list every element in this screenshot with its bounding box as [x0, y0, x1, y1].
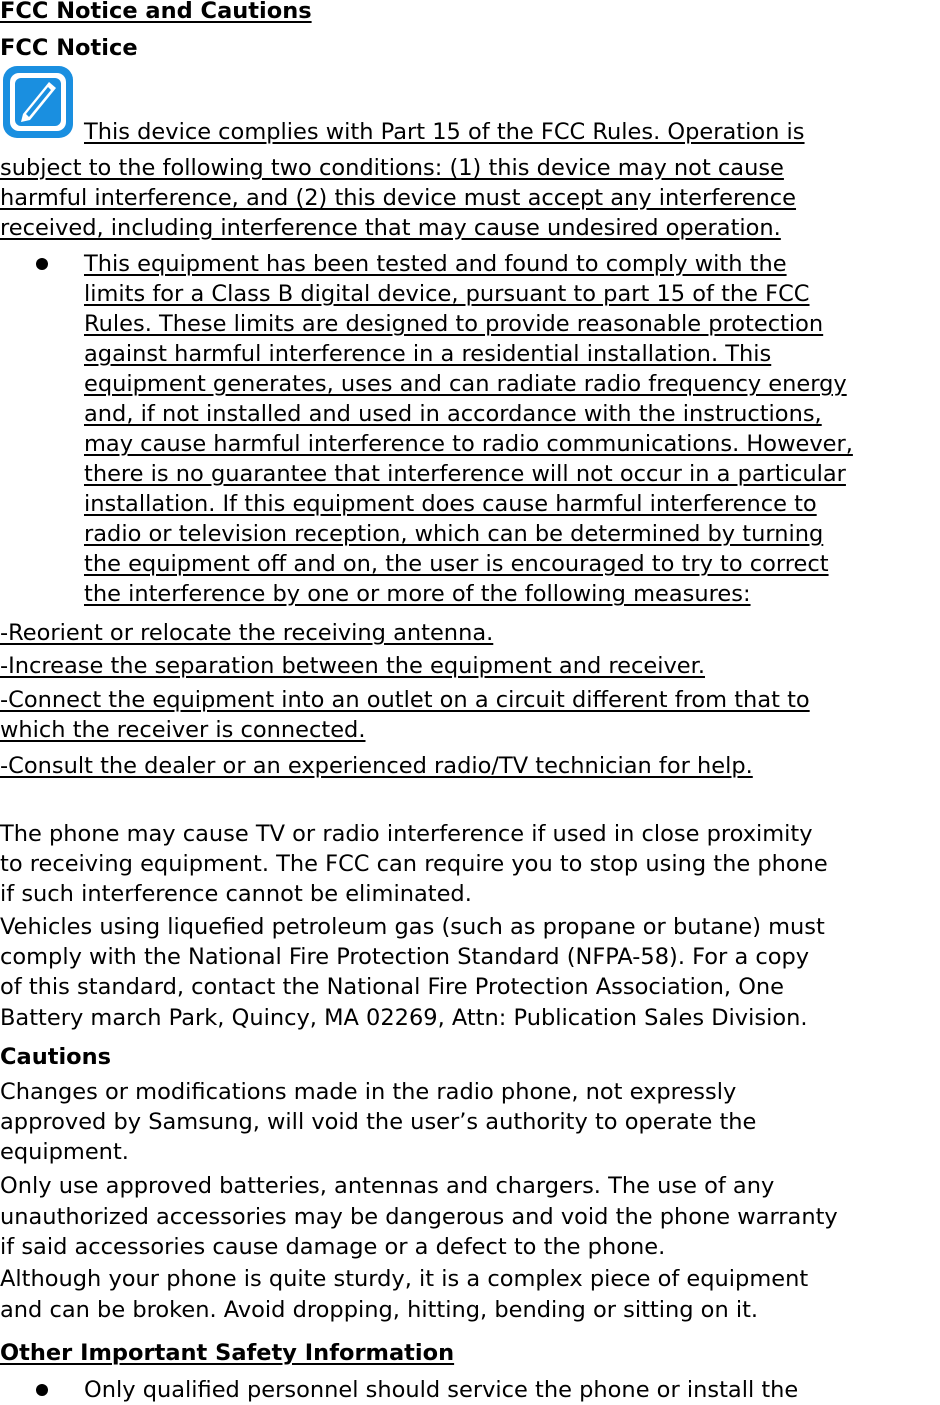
- vehicles-line-4: Battery march Park, Quincy, MA 02269, Attn: Publication Sales Division.: [0, 1005, 808, 1031]
- bullet-line-9: installation. If this equipment does cause harmful interference to: [84, 491, 817, 517]
- cautions-title: Cautions: [0, 1044, 112, 1070]
- sturdy-line-1: Although your phone is quite sturdy, it is a complex piece of equipment: [0, 1266, 809, 1292]
- measure-3-cont: which the receiver is connected.: [0, 717, 366, 743]
- bullet-dot: [36, 1384, 48, 1396]
- bullet-line-1: This equipment has been tested and found to comply with the: [84, 251, 787, 277]
- page-heading: FCC Notice and Cautions: [0, 0, 312, 24]
- vehicles-line-3: of this standard, contact the National Fire Protection Association, One: [0, 974, 785, 1000]
- note-pencil-icon: [1, 64, 75, 140]
- bullet-line-10: radio or television reception, which can be determined by turning: [84, 521, 824, 547]
- other-safety-title: Other Important Safety Information: [0, 1340, 455, 1366]
- intro-line-2: subject to the following two conditions: (1) this device may not cause: [0, 155, 784, 181]
- measure-1: -Reorient or relocate the receiving antenna.: [0, 620, 494, 646]
- intro-line-1: This device complies with Part 15 of the FCC Rules. Operation is: [84, 119, 805, 145]
- batteries-line-3: if said accessories cause damage or a defect to the phone.: [0, 1234, 666, 1260]
- vehicles-line-1: Vehicles using liquefied petroleum gas (such as propane or butane) must: [0, 914, 825, 940]
- fcc-notice-title: FCC Notice: [0, 35, 138, 61]
- interference-line-3: if such interference cannot be eliminated.: [0, 881, 472, 907]
- bullet-line-6: and, if not installed and used in accordance with the instructions,: [84, 401, 822, 427]
- intro-line-4: received, including interference that may cause undesired operation.: [0, 215, 781, 241]
- bullet-line-11: the equipment off and on, the user is encouraged to try to correct: [84, 551, 829, 577]
- measure-3: -Connect the equipment into an outlet on a circuit different from that to: [0, 687, 810, 713]
- bullet-line-3: Rules. These limits are designed to provide reasonable protection: [84, 311, 824, 337]
- bullet-dot: [36, 258, 48, 270]
- bullet-line-12: the interference by one or more of the following measures:: [84, 581, 751, 607]
- bullet-line-4: against harmful interference in a residential installation. This: [84, 341, 772, 367]
- changes-line-3: equipment.: [0, 1139, 129, 1165]
- batteries-line-1: Only use approved batteries, antennas and chargers. The use of any: [0, 1173, 775, 1199]
- bullet-line-8: there is no guarantee that interference will not occur in a particular: [84, 461, 846, 487]
- vehicles-line-2: comply with the National Fire Protection Standard (NFPA-58). For a copy: [0, 944, 810, 970]
- bullet-line-5: equipment generates, uses and can radiate radio frequency energy: [84, 371, 847, 397]
- measure-4: -Consult the dealer or an experienced radio/TV technician for help.: [0, 753, 753, 779]
- sturdy-line-2: and can be broken. Avoid dropping, hitting, bending or sitting on it.: [0, 1297, 759, 1323]
- bullet-line-7: may cause harmful interference to radio communications. However,: [84, 431, 853, 457]
- interference-line-1: The phone may cause TV or radio interference if used in close proximity: [0, 821, 813, 847]
- measure-2: -Increase the separation between the equipment and receiver.: [0, 653, 705, 679]
- interference-line-2: to receiving equipment. The FCC can require you to stop using the phone: [0, 851, 828, 877]
- bullet-line-2: limits for a Class B digital device, pursuant to part 15 of the FCC: [84, 281, 810, 307]
- intro-line-3: harmful interference, and (2) this device must accept any interference: [0, 185, 797, 211]
- changes-line-2: approved by Samsung, will void the user’s authority to operate the: [0, 1109, 757, 1135]
- changes-line-1: Changes or modifications made in the radio phone, not expressly: [0, 1079, 737, 1105]
- other-safety-bullet-line-1: Only qualified personnel should service the phone or install the: [84, 1377, 799, 1403]
- batteries-line-2: unauthorized accessories may be dangerous and void the phone warranty: [0, 1204, 838, 1230]
